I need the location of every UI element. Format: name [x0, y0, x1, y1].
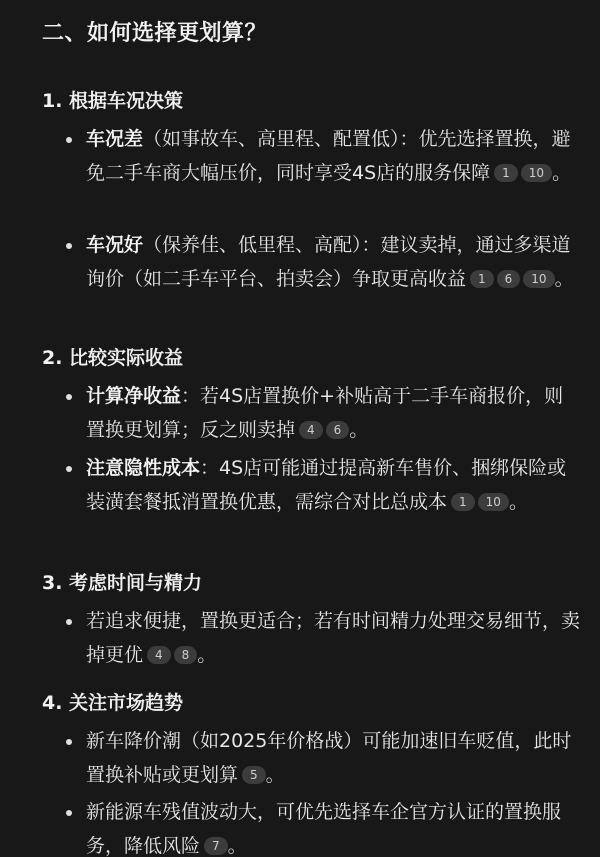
bullet-dot: [66, 619, 72, 625]
citation-badge[interactable]: 6: [497, 270, 521, 288]
item-end: 。: [508, 491, 528, 513]
section-title-1: 1. 根据车况决策: [42, 90, 184, 112]
item-text: （如事故车、高里程、配置低）：优先选择置换，避免二手车商大幅压价，同时享受4S店的服务保障: [86, 128, 571, 184]
item-text: 新车降价潮（如2025年价格战）可能加速旧车贬值，此时置换补贴或更划算: [86, 730, 572, 786]
item-end: 。: [197, 644, 217, 666]
item-end: 。: [552, 162, 572, 184]
citation-badge[interactable]: 1: [451, 493, 475, 511]
bullet-dot: [66, 739, 72, 745]
item-bold-label: 计算净收益: [86, 385, 182, 407]
list-item: [86, 795, 580, 857]
citation-badge[interactable]: 4: [147, 646, 171, 664]
item-end: 。: [554, 268, 574, 290]
bullet-dot: [66, 137, 72, 143]
bullet-dot: [66, 243, 72, 249]
item-text: 新能源车残值波动大，可优先选择车企官方认证的置换服务，降低风险: [86, 801, 562, 857]
list-item: [86, 451, 580, 519]
item-end: 。: [349, 419, 369, 441]
section-title-4: 4. 关注市场趋势: [42, 692, 184, 714]
bullet-dot: [66, 466, 72, 472]
citation-badge[interactable]: 10: [478, 493, 509, 511]
citation-badge[interactable]: 4: [299, 421, 323, 439]
item-bold-label: 车况好: [86, 234, 144, 256]
citation-badge[interactable]: 7: [204, 837, 228, 855]
item-text: ：4S店可能通过提高新车售价、捆绑保险或装潢套餐抵消置换优惠，需综合对比总成本: [86, 457, 567, 513]
section-title-3: 3. 考虑时间与精力: [42, 572, 203, 594]
section-title-2: 2. 比较实际收益: [42, 347, 184, 369]
list-item: [86, 379, 580, 447]
citation-badge[interactable]: 6: [326, 421, 350, 439]
bullet-dot: [66, 394, 72, 400]
list-item: [86, 228, 580, 296]
item-end: 。: [227, 835, 247, 857]
bullet-dot: [66, 810, 72, 816]
item-text: ：若4S店置换价+补贴高于二手车商报价，则置换更划算；反之则卖掉: [86, 385, 564, 441]
citation-badge[interactable]: 10: [523, 270, 554, 288]
section-heading: 二、如何选择更划算？: [42, 21, 268, 46]
item-text: （保养佳、低里程、高配）：建议卖掉，通过多渠道询价（如二手车平台、拍卖会）争取更高收益: [86, 234, 571, 290]
item-end: 。: [265, 764, 285, 786]
list-item: [86, 122, 580, 190]
item-bold-label: 注意隐性成本: [86, 457, 201, 479]
citation-badge[interactable]: 1: [494, 164, 518, 182]
item-bold-label: 车况差: [86, 128, 144, 150]
citation-badge[interactable]: 8: [174, 646, 198, 664]
list-item: [86, 604, 580, 672]
citation-badge[interactable]: 1: [470, 270, 494, 288]
list-item: [86, 724, 580, 792]
citation-badge[interactable]: 10: [521, 164, 552, 182]
item-text: 若追求便捷，置换更适合；若有时间精力处理交易细节，卖掉更优: [86, 610, 581, 666]
citation-badge[interactable]: 5: [242, 766, 266, 784]
